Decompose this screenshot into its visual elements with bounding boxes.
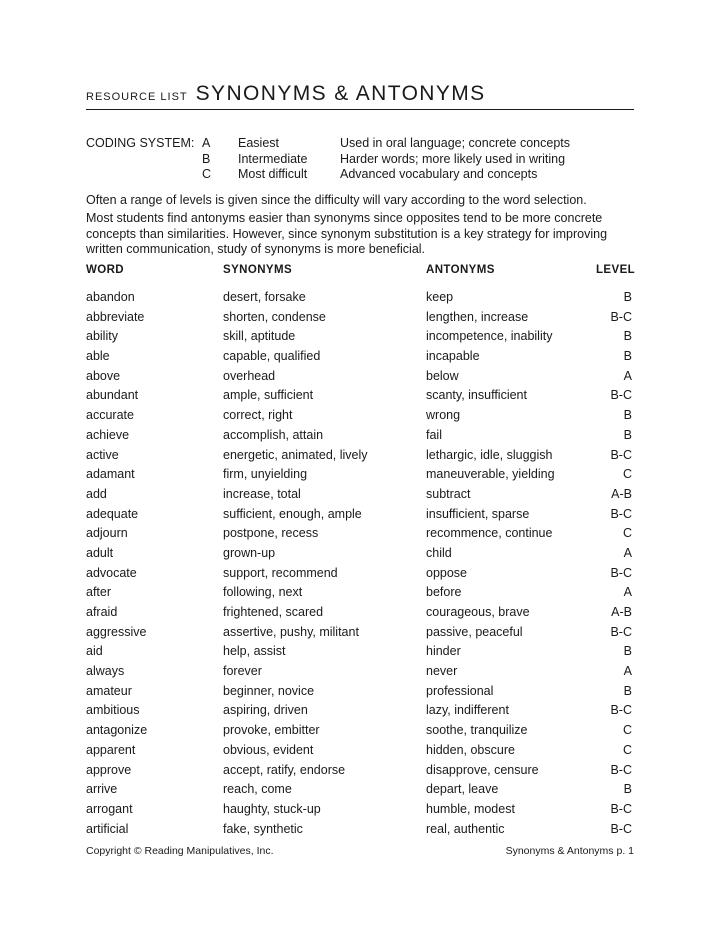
synonyms-cell: accept, ratify, endorse <box>223 762 346 777</box>
word-cell: amateur <box>86 683 132 698</box>
level-cell: B <box>623 683 632 698</box>
header-antonyms: ANTONYMS <box>426 264 495 276</box>
table-row <box>86 446 632 466</box>
word-cell: ability <box>86 329 118 344</box>
synonyms-cell: firm, unyielding <box>223 467 308 482</box>
level-cell: A-B <box>611 486 632 501</box>
word-cell: approve <box>86 762 132 777</box>
word-cell: abundant <box>86 388 139 403</box>
word-cell: aggressive <box>86 624 147 639</box>
word-cell: achieve <box>86 427 130 442</box>
level-cell: C <box>622 526 632 541</box>
word-cell: ambitious <box>86 703 140 718</box>
level-cell: A <box>623 368 632 383</box>
antonyms-cell: subtract <box>426 486 471 501</box>
synonyms-cell: following, next <box>223 585 303 600</box>
table-header <box>86 264 636 284</box>
antonyms-cell: lengthen, increase <box>426 309 529 324</box>
level-cell: C <box>622 467 632 482</box>
level-cell: B-C <box>610 703 632 718</box>
antonyms-cell: below <box>426 368 459 383</box>
level-cell: B <box>623 290 632 304</box>
synonyms-cell: obvious, evident <box>223 742 314 757</box>
antonyms-cell: lazy, indifferent <box>426 703 509 718</box>
antonyms-cell: insufficient, sparse <box>426 506 530 521</box>
word-cell: arrive <box>86 782 118 797</box>
page-footer <box>86 845 634 857</box>
coding-code: B <box>202 151 211 166</box>
header-synonyms: SYNONYMS <box>223 264 293 276</box>
word-cell: after <box>86 585 112 600</box>
antonyms-cell: scanty, insufficient <box>426 388 527 403</box>
page-title: SYNONYMS & ANTONYMS <box>195 82 486 105</box>
level-cell: B <box>623 349 632 364</box>
table-row <box>86 386 632 406</box>
table-row <box>86 347 632 367</box>
word-cell: advocate <box>86 565 137 580</box>
table-row <box>86 367 632 387</box>
level-cell: C <box>622 742 632 757</box>
antonyms-cell: recommence, continue <box>426 526 553 541</box>
header-word: WORD <box>86 264 125 276</box>
antonyms-cell: child <box>426 545 452 560</box>
level-cell: B-C <box>610 565 632 580</box>
word-cell: adult <box>86 545 114 560</box>
table-row <box>86 288 632 308</box>
level-cell: C <box>622 723 632 738</box>
antonyms-cell: depart, leave <box>426 782 499 797</box>
coding-row <box>86 167 570 183</box>
synonyms-cell: assertive, pushy, militant <box>223 624 359 639</box>
synonyms-cell: provoke, embitter <box>223 723 320 738</box>
table-row <box>86 800 632 820</box>
level-cell: B-C <box>610 309 632 324</box>
coding-code: C <box>202 167 212 181</box>
level-cell: A <box>623 664 632 679</box>
level-cell: B <box>623 427 632 442</box>
synonyms-cell: sufficient, enough, ample <box>223 506 362 521</box>
table-row <box>86 780 632 800</box>
word-table <box>86 264 636 839</box>
table-row <box>86 465 632 485</box>
level-cell: A-B <box>611 605 632 619</box>
level-cell: B <box>623 644 632 659</box>
word-cell: active <box>86 447 119 462</box>
antonyms-cell: never <box>426 664 458 679</box>
coding-row <box>86 152 570 168</box>
table-row <box>86 623 632 643</box>
table-row <box>86 603 632 623</box>
antonyms-cell: disapprove, censure <box>426 762 539 777</box>
word-cell: apparent <box>86 742 136 757</box>
antonyms-cell: incapable <box>426 349 480 364</box>
coding-description: Used in oral language; concrete concepts <box>340 136 571 150</box>
table-row <box>86 406 632 426</box>
word-cell: abbreviate <box>86 309 145 324</box>
synonyms-cell: increase, total <box>223 486 301 501</box>
word-cell: accurate <box>86 408 134 423</box>
synonyms-cell: postpone, recess <box>223 526 319 541</box>
synonyms-cell: aspiring, driven <box>223 703 308 718</box>
table-row <box>86 642 632 662</box>
synonyms-cell: haughty, stuck-up <box>223 801 321 816</box>
level-cell: B <box>623 782 632 797</box>
level-cell: B <box>623 329 632 344</box>
synonyms-cell: support, recommend <box>223 565 338 580</box>
antonyms-cell: incompetence, inability <box>426 329 553 344</box>
level-cell: A <box>623 545 632 560</box>
coding-description: Harder words; more likely used in writing <box>340 151 566 166</box>
level-cell: B <box>623 408 632 423</box>
table-body <box>86 288 632 839</box>
synonyms-cell: beginner, novice <box>223 683 315 698</box>
word-cell: arrogant <box>86 801 133 816</box>
word-cell: afraid <box>86 605 118 619</box>
explanation-note: Most students find antonyms easier than synonyms since opposites tend to be more concrete concepts than similarities. However, since synonym substitution is a key strategy for improving written communication, study of synonyms is more beneficial. <box>86 211 608 256</box>
level-cell: B-C <box>610 388 632 403</box>
table-row <box>86 741 632 761</box>
antonyms-cell: before <box>426 585 462 600</box>
word-cell: add <box>86 486 107 501</box>
word-cell: adamant <box>86 467 135 482</box>
table-row <box>86 564 632 584</box>
coding-level: Most difficult <box>238 167 308 181</box>
synonyms-cell: energetic, animated, lively <box>223 447 368 462</box>
coding-system <box>86 136 570 183</box>
table-row <box>86 820 632 840</box>
antonyms-cell: wrong <box>426 408 461 423</box>
table-row <box>86 682 632 702</box>
table-row <box>86 524 632 544</box>
header-kicker: RESOURCE LIST <box>86 91 188 103</box>
table-row <box>86 544 632 564</box>
copyright: Copyright © Reading Manipulatives, Inc. <box>86 845 274 857</box>
page-number: Synonyms & Antonyms p. 1 <box>505 845 634 857</box>
synonyms-cell: shorten, condense <box>223 309 326 324</box>
antonyms-cell: soothe, tranquilize <box>426 723 528 738</box>
word-cell: able <box>86 349 110 364</box>
synonyms-cell: overhead <box>223 368 276 383</box>
word-cell: aid <box>86 644 103 659</box>
word-cell: artificial <box>86 821 129 836</box>
coding-label: CODING SYSTEM: <box>86 136 195 150</box>
word-cell: adequate <box>86 506 139 521</box>
level-cell: B-C <box>610 506 632 521</box>
antonyms-cell: courageous, brave <box>426 605 530 619</box>
level-cell: B-C <box>610 624 632 639</box>
synonyms-cell: fake, synthetic <box>223 821 303 836</box>
coding-level: Intermediate <box>238 151 308 166</box>
synonyms-cell: correct, right <box>223 408 293 423</box>
antonyms-cell: lethargic, idle, sluggish <box>426 447 553 462</box>
synonyms-cell: skill, aptitude <box>223 329 296 344</box>
antonyms-cell: real, authentic <box>426 821 505 836</box>
table-row <box>86 761 632 781</box>
word-cell: antagonize <box>86 723 148 738</box>
table-row <box>86 701 632 721</box>
level-cell: B-C <box>610 762 632 777</box>
word-cell: adjourn <box>86 526 128 541</box>
level-cell: B-C <box>610 801 632 816</box>
table-row <box>86 485 632 505</box>
page-header <box>86 82 634 110</box>
range-note: Often a range of levels is given since the difficulty will vary according to the word selection. <box>86 193 587 207</box>
antonyms-cell: fail <box>426 427 442 442</box>
table-row <box>86 505 632 525</box>
word-cell: abandon <box>86 290 135 304</box>
coding-row <box>86 136 570 152</box>
table-row <box>86 662 632 682</box>
coding-description: Advanced vocabulary and concepts <box>340 167 538 181</box>
antonyms-cell: passive, peaceful <box>426 624 523 639</box>
antonyms-cell: hidden, obscure <box>426 742 515 757</box>
antonyms-cell: keep <box>426 290 454 304</box>
antonyms-cell: maneuverable, yielding <box>426 467 555 482</box>
antonyms-cell: hinder <box>426 644 461 659</box>
synonyms-cell: accomplish, attain <box>223 427 324 442</box>
synonyms-cell: help, assist <box>223 644 286 659</box>
table-row <box>86 721 632 741</box>
antonyms-cell: professional <box>426 683 494 698</box>
synonyms-cell: forever <box>223 664 262 679</box>
synonyms-cell: frightened, scared <box>223 605 324 619</box>
synonyms-cell: grown-up <box>223 545 276 560</box>
table-row <box>86 327 632 347</box>
antonyms-cell: oppose <box>426 565 468 580</box>
word-cell: above <box>86 368 121 383</box>
table-row <box>86 308 632 328</box>
level-cell: B-C <box>610 447 632 462</box>
header-level: LEVEL <box>596 264 636 276</box>
synonyms-cell: capable, qualified <box>223 349 321 364</box>
coding-code: A <box>202 136 211 150</box>
synonyms-cell: desert, forsake <box>223 290 306 304</box>
level-cell: A <box>623 585 632 600</box>
synonyms-cell: reach, come <box>223 782 292 797</box>
synonyms-cell: ample, sufficient <box>223 388 314 403</box>
table-row <box>86 426 632 446</box>
antonyms-cell: humble, modest <box>426 801 515 816</box>
word-cell: always <box>86 664 125 679</box>
coding-level: Easiest <box>238 136 279 150</box>
level-cell: B-C <box>610 821 632 836</box>
table-row <box>86 583 632 603</box>
